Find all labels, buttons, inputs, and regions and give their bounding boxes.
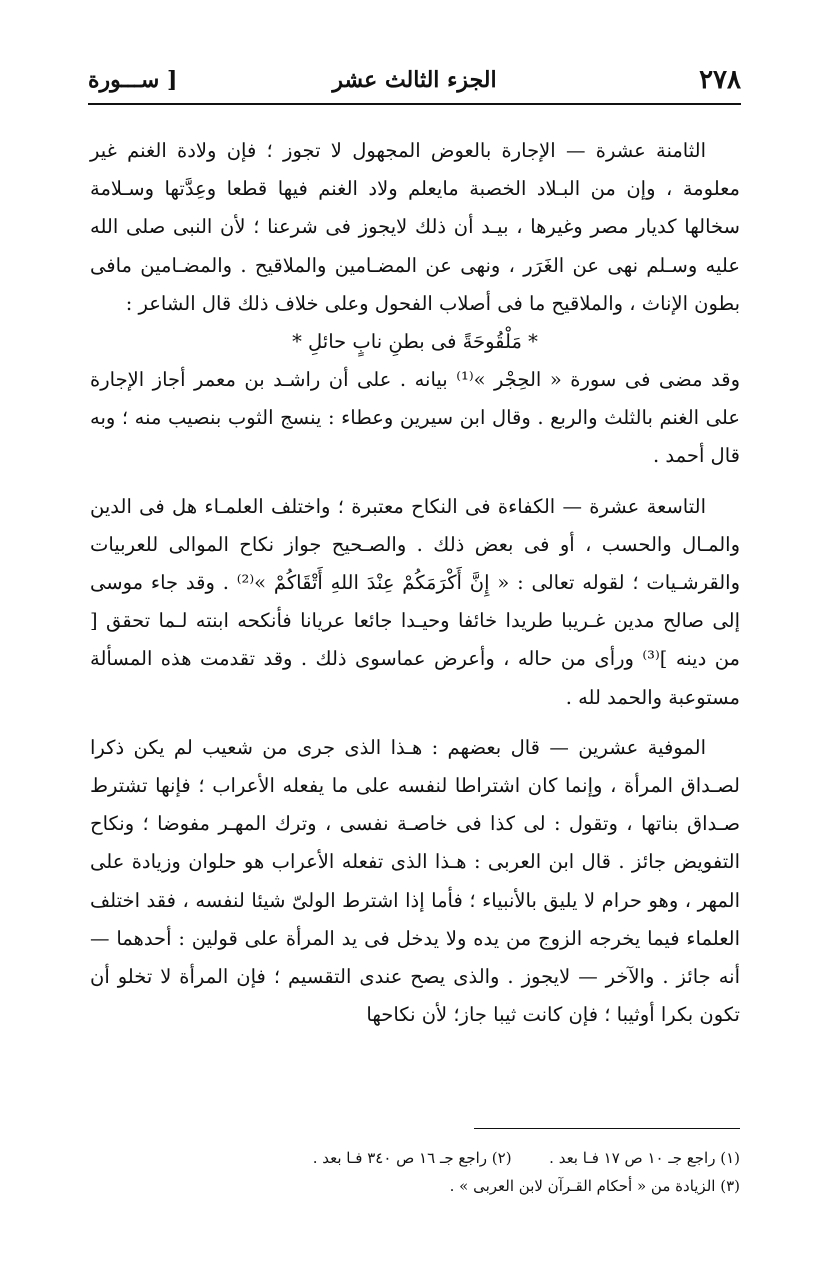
page-number: ٢٧٨ <box>699 65 741 95</box>
main-text <box>90 132 740 1034</box>
header-divider <box>88 103 741 105</box>
paragraph-nineteenth: التاسعة عشرة — الكفاءة فى النكاح معتبرة ؛ واختلف العلمـاء هل فى الدين والمـال والحسب ، أو فى بعض ذلك . والصـحيح جواز نكاح الموالى للعربيات والقرشـيات ؛ لقوله تعالى : « إِنَّ أَكْرَمَكُمْ عِنْدَ اللهِ أَتْقَاكُمْ »⁽²⁾ . وقد جاء موسى إلى صالح مدين غـريبا طريدا خائفا وحيـدا جائعا عريانا فأنكحه ابنته لـما تحقق [ من دينه ]⁽³⁾ ورأى من حاله ، وأعرض عماسوى ذلك . وقد تقدمت هذه المسألة مستوعبة والحمد لله . <box>90 494 741 709</box>
footnote-row <box>90 1144 740 1172</box>
footnote-3: (٣) الزيادة من « أحكام القـرآن لابن العربى » . <box>449 1177 740 1195</box>
footnote-divider <box>474 1128 740 1129</box>
footnote-1: (١) راجع جـ ١٠ ص ١٧ فـا بعد . <box>549 1149 740 1167</box>
poetry-verse: * مَلْقُوحَةً فى بطنِ نابٍ حائلِ * <box>292 330 538 354</box>
surah-label: [ ســـورة <box>88 67 178 93</box>
paragraph-continuation: وقد مضى فى سورة « الحِجْر »⁽¹⁾ بيانه . على أن راشـد بن معمر أجاز الإجارة على الغنم بالثلث والربع . وقال ابن سيرين وعطاء : ينسج الثوب بنصيب منه ؛ وبه قال أحمد . <box>90 368 740 468</box>
running-title: الجزء الثالث عشر <box>332 67 497 93</box>
paragraph-eighteenth: الثامنة عشرة — الإجارة بالعوض المجهول لا تجوز ؛ فإن ولادة الغنم غير معلومة ، وإن من البـلاد الخصبة مايعلم ولاد الغنم فيها قطعا وعِدَّتها وسـلامة سخالها كديار مصر وغيرها ، بيـد أن ذلك لايجوز فى شرعنا ؛ لأن النبى صلى الله عليه وسـلم نهى عن الغَرَر ، ونهى عن المضـامين والملاقيح . والمضـامين مافى بطون الإناث ، والملاقيح ما فى أصلاب الفحول وعلى خلاف ذلك قال الشاعر : <box>90 139 740 315</box>
footnote-2: (٢) راجع جـ ١٦ ص ٣٤٠ فـا بعد . <box>312 1149 512 1167</box>
paragraph-twentieth: الموفية عشرين — قال بعضهم : هـذا الذى جرى من شعيب لم يكن ذكرا لصـداق المرأة ، وإنما كان اشتراطا لنفسه على ما يفعله الأعراب ؛ فإنها تشترط صـداق بناتها ، وتقول : لى كذا فى خاصـة نفسى ، وترك المهـر مفوضا ؛ ونكاح التفويض جائز . قال ابن العربى : هـذا الذى تفعله الأعراب هو حلوان وزيادة على المهر ، وهو حرام لا يليق بالأنبياء ؛ فأما إذا اشترط الولىّ شيئا لنفسه ، فقد اختلف العلماء فيما يخرجه الزوج من يده ولا يدخل فى يد المرأة على قولين : أحدهما — أنه جائز . والآخر — لايجوز . والذى يصح عندى التقسيم ؛ فإن المرأة لا تخلو أن تكون بكرا أوثيبا ؛ فإن كانت ثيبا جاز؛ لأن نكاحها <box>90 735 740 1027</box>
footnotes <box>90 1144 740 1200</box>
page-header <box>88 60 741 100</box>
